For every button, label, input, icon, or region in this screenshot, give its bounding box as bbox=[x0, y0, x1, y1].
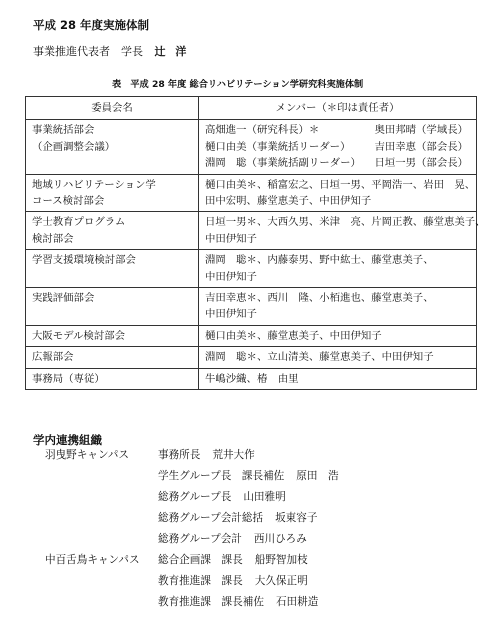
liaison-title: 学内連携組織 bbox=[33, 433, 102, 447]
table-header-row bbox=[26, 97, 477, 120]
member-entry: 淵岡 聡（事業統括副リーダー） bbox=[205, 157, 361, 170]
committee-name-sub: コース検討部会 bbox=[32, 195, 105, 208]
table-row bbox=[26, 120, 477, 174]
liaison-role: 教育推進課 課長 bbox=[158, 575, 243, 587]
liaison-person: 山田雅明 bbox=[243, 491, 286, 503]
liaison-person: 西川ひろみ bbox=[253, 533, 307, 545]
committee-name: 広報部会 bbox=[32, 351, 74, 364]
liaison-role: 事務所長 bbox=[158, 449, 201, 461]
section-title: 平成 28 年度実施体制 bbox=[33, 18, 150, 32]
members-line: 淵岡 聡＊、内藤泰男、野中紘士、藤堂恵美子、 bbox=[205, 254, 434, 267]
member-pair bbox=[205, 122, 472, 138]
liaison-role: 総務グループ長 bbox=[158, 491, 232, 503]
committee-name-cell bbox=[26, 250, 199, 288]
members-cell bbox=[199, 212, 486, 250]
campus-name-habikino: 羽曳野キャンパス bbox=[45, 449, 130, 461]
representative-name: 辻 洋 bbox=[154, 45, 190, 58]
column-header-committee: 委員会名 bbox=[26, 97, 199, 120]
committee-name-cell bbox=[26, 288, 199, 326]
committee-name-cell bbox=[26, 120, 199, 174]
member-entry: 高畑進一（研究科長）＊ bbox=[205, 124, 320, 137]
liaison-person: 石田耕造 bbox=[275, 596, 319, 608]
table-row bbox=[26, 288, 477, 326]
members-line: 樋口由美＊、藤堂恵美子、中田伊知子 bbox=[205, 329, 382, 342]
members-cell bbox=[199, 347, 477, 368]
members-cell bbox=[199, 368, 477, 389]
representative-line bbox=[33, 43, 189, 59]
committee-name-cell bbox=[26, 325, 199, 346]
table-row bbox=[26, 174, 477, 212]
committee-name-cell bbox=[26, 368, 199, 389]
table-caption: 表 平成 28 年度 総合リハビリテーション学研究科実施体制 bbox=[112, 79, 364, 90]
column-header-members: メンバー（＊印は責任者） bbox=[199, 97, 477, 120]
members-cell bbox=[199, 120, 477, 174]
liaison-entry bbox=[158, 510, 317, 525]
members-cell bbox=[199, 325, 477, 346]
member-pair bbox=[205, 155, 472, 171]
members-line: 田中宏明、藤堂恵美子、中田伊知子 bbox=[205, 195, 372, 208]
members-line: 牛嶋沙織、椿 由里 bbox=[205, 372, 299, 385]
liaison-role: 学生グループ長 課長補佐 bbox=[158, 470, 285, 482]
liaison-entry bbox=[158, 468, 339, 483]
committee-name: 実践評価部会 bbox=[32, 292, 95, 305]
committee-name: 学習支援環境検討部会 bbox=[32, 254, 136, 267]
table-row bbox=[26, 368, 477, 389]
committee-name-cell bbox=[26, 212, 199, 250]
liaison-entry bbox=[158, 552, 308, 567]
liaison-entry bbox=[158, 573, 308, 588]
member-entry: 日垣一男（部会長） bbox=[374, 157, 468, 170]
liaison-person: 船野智加枝 bbox=[254, 554, 308, 566]
committee-table bbox=[25, 96, 486, 390]
liaison-role: 総務グループ会計総括 bbox=[158, 512, 264, 524]
committee-name: 地域リハビリテーション学 bbox=[32, 178, 156, 191]
committee-name-cell bbox=[26, 174, 199, 212]
members-line: 淵岡 聡＊、立山清美、藤堂恵美子、中田伊知子 bbox=[205, 351, 434, 364]
committee-name: 事務局（専従） bbox=[32, 372, 105, 385]
liaison-person: 原田 浩 bbox=[296, 470, 339, 482]
campus-name-nakamozu: 中百舌鳥キャンパス bbox=[45, 554, 140, 566]
members-line: 樋口由美＊、稲富宏之、日垣一男、平岡浩一、岩田 晃、 bbox=[205, 178, 476, 191]
liaison-entry bbox=[158, 531, 307, 546]
member-pair bbox=[205, 139, 472, 155]
members-line: 中田伊知子 bbox=[205, 270, 257, 283]
members-line: 日垣一男＊、大西久男、米津 亮、片岡正教、藤堂恵美子、 bbox=[205, 216, 486, 229]
members-line: 吉田幸恵＊、西川 隆、小栢進也、藤堂恵美子、 bbox=[205, 292, 434, 305]
liaison-person: 大久保正明 bbox=[254, 575, 308, 587]
liaison-entry bbox=[158, 447, 255, 462]
members-cell bbox=[199, 288, 477, 326]
table-row bbox=[26, 250, 477, 288]
committee-name: 学士教育プログラム bbox=[32, 216, 126, 229]
member-entry: 樋口由美（事業統括リーダー） bbox=[205, 140, 351, 153]
member-entry: 吉田幸恵（部会長） bbox=[374, 140, 468, 153]
liaison-role: 総務グループ会計 bbox=[158, 533, 242, 545]
liaison-role: 総合企画課 課長 bbox=[158, 554, 243, 566]
table-row bbox=[26, 212, 477, 250]
liaison-entry bbox=[158, 594, 318, 609]
committee-name: 大阪モデル検討部会 bbox=[32, 329, 125, 342]
committee-name-sub: 検討部会 bbox=[32, 232, 74, 245]
liaison-entry bbox=[158, 489, 286, 504]
committee-name-cell bbox=[26, 347, 199, 368]
liaison-person: 坂東容子 bbox=[275, 512, 318, 524]
committee-name-sub: （企画調整会議） bbox=[32, 140, 116, 153]
table-row bbox=[26, 325, 477, 346]
members-line: 中田伊知子 bbox=[205, 308, 257, 321]
members-line: 中田伊知子 bbox=[205, 232, 257, 245]
representative-label: 事業推進代表者 学長 bbox=[33, 45, 143, 58]
committee-name: 事業統括部会 bbox=[32, 124, 95, 137]
liaison-role: 教育推進課 課長補佐 bbox=[158, 596, 264, 608]
table-row bbox=[26, 347, 477, 368]
member-entry: 奥田邦晴（学域長） bbox=[374, 124, 468, 137]
liaison-person: 荒井大作 bbox=[212, 449, 255, 461]
members-cell bbox=[199, 250, 477, 288]
members-cell bbox=[199, 174, 477, 212]
